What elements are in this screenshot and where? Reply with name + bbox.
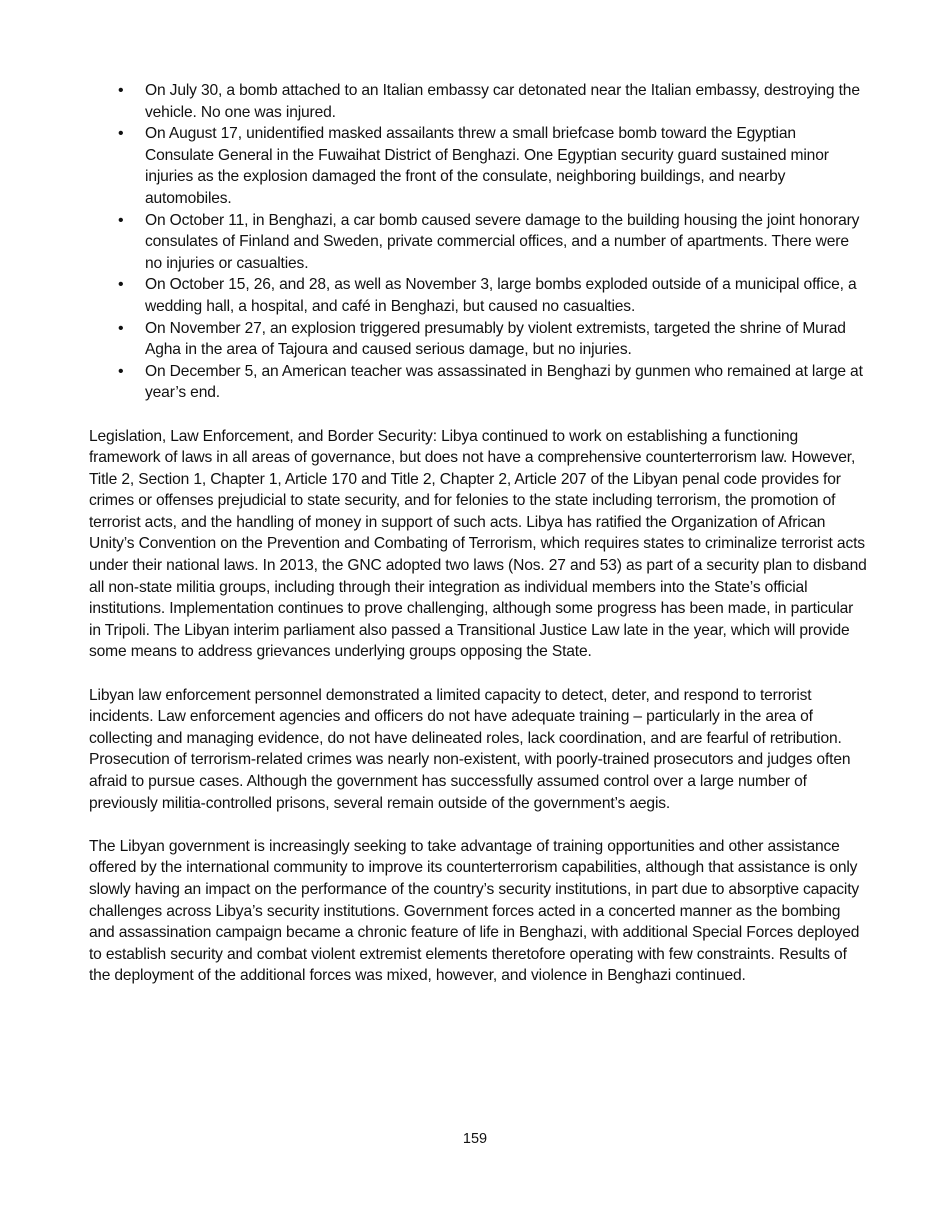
list-item: • On August 17, unidentified masked assailants threw a small briefcase bomb toward the Egyptian Consulate General in the Fuwaihat District of Benghazi. One Egyptian security guard sustained minor injuries as the explosion damaged the front of the consulate, neighboring buildings, and nearby automobiles. [145,123,867,209]
paragraph-law-enforcement: Libyan law enforcement personnel demonstrated a limited capacity to detect, deter, and respond to terrorist incidents. Law enforcement agencies and officers do not have adequate training – particularly in the area of collecting and managing evidence, do not have delineated roles, lack coordination, and are fearful of retribution. Prosecution of terrorism-related crimes was nearly non-existent, with poorly-trained prosecutors and judges often afraid to pursue cases. Although the government has successfully assumed control over a large number of previously militia-controlled prisons, several remain outside of the government’s aegis. [89,686,851,812]
list-item: • On November 27, an explosion triggered presumably by violent extremists, targeted the shrine of Murad Agha in the area of Tajoura and caused serious damage, but no injuries. [145,318,867,361]
list-item: • On October 11, in Benghazi, a car bomb caused severe damage to the building housing the joint honorary consulates of Finland and Sweden, private commercial offices, and a number of apartments. There were no injuries or casualties. [145,210,867,275]
paragraph-legislation: Legislation, Law Enforcement, and Border Security: Libya continued to work on establishing a functioning framework of laws in all areas of governance, but does not have a comprehensive counterterrorism law. However, Title 2, Section 1, Chapter 1, Article 170 and Title 2, Chapter 2, Article 207 of the Libyan penal code provides for crimes or offenses prejudicial to state security, and for felonies to the state including terrorism, the promotion of terrorist acts, and the handling of money in support of such acts. Libya has ratified the Organization of African Unity’s Convention on the Prevention and Combating of Terrorism, which requires states to criminalize terrorist acts under their national laws. In 2013, the GNC adopted two laws (Nos. 27 and 53) as part of a security plan to disband all non-state militia groups, including through their integration as individual members into the State’s official institutions. Implementation continues to prove challenging, although some progress has been made, in particular in Tripoli. The Libyan interim parliament also passed a Transitional Justice Law late in the year, which will provide some means to address grievances underlying groups opposing the State. [89,427,867,661]
incident-list [89,80,867,404]
paragraph-government-training: The Libyan government is increasingly seeking to take advantage of training opportunities and other assistance offered by the international community to improve its counterterrorism capabilities, although that assistance is only slowly having an impact on the performance of the country’s security institutions, in part due to absorptive capacity challenges across Libya’s security institutions. Government forces acted in a concerted manner as the bombing and assassination campaign became a chronic feature of life in Benghazi, with additional Special Forces deployed to establish security and combat violent extremist elements theretofore operating with few constraints. Results of the deployment of the additional forces was mixed, however, and violence in Benghazi continued. [89,837,860,985]
list-item: • On October 15, 26, and 28, as well as November 3, large bombs exploded outside of a municipal office, a wedding hall, a hospital, and café in Benghazi, but caused no casualties. [145,274,867,317]
list-item: • On July 30, a bomb attached to an Italian embassy car detonated near the Italian embassy, destroying the vehicle. No one was injured. [145,80,867,123]
list-item: • On December 5, an American teacher was assassinated in Benghazi by gunmen who remained at large at year’s end. [145,361,867,404]
page-number: 159 [462,1131,488,1147]
document-body [89,80,867,987]
